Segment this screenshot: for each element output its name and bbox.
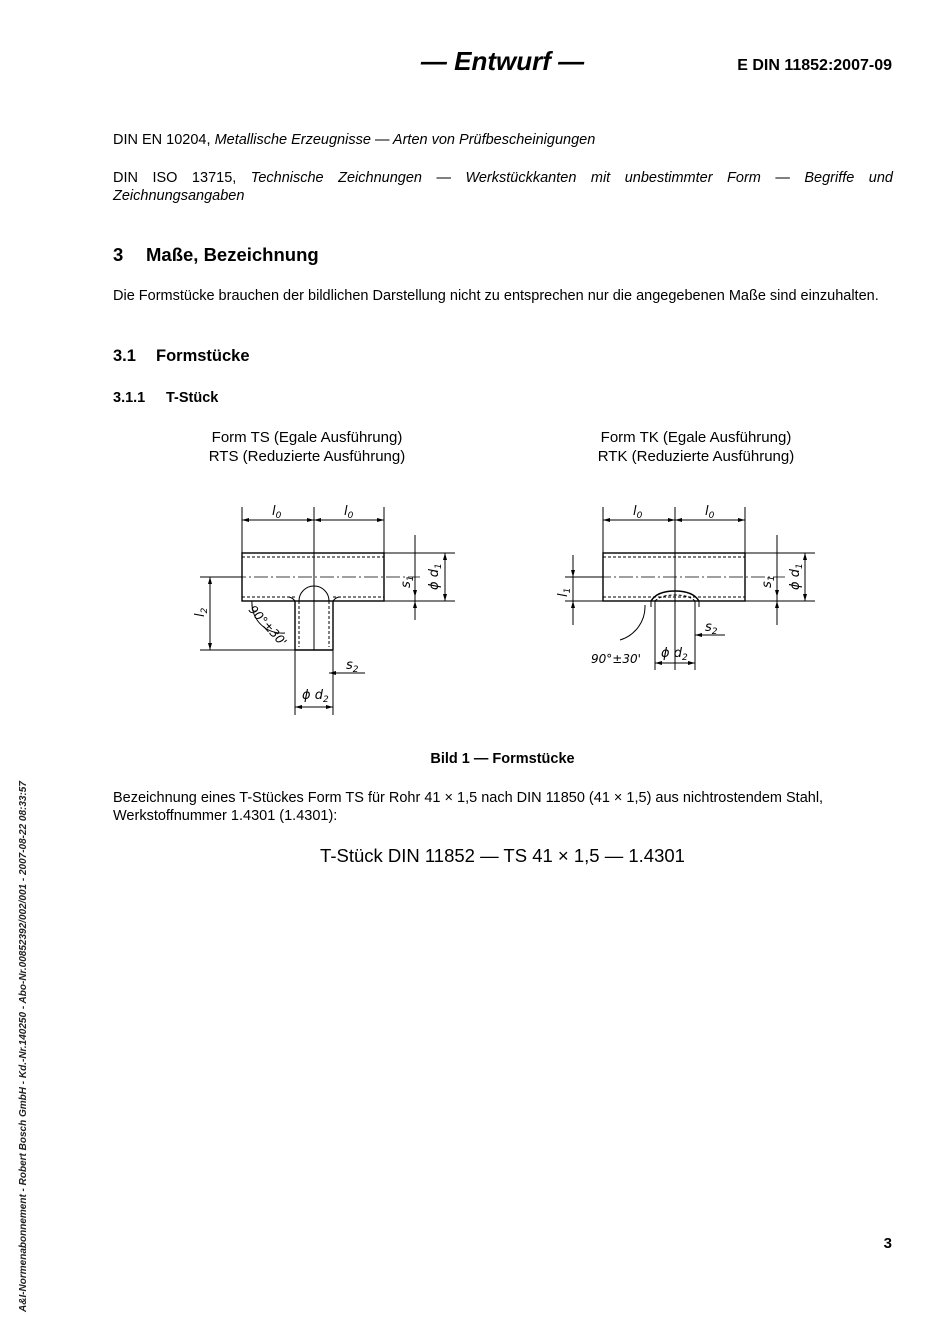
section-title: Formstücke bbox=[156, 347, 250, 365]
caption-line: Form TK (Egale Ausführung) bbox=[600, 429, 792, 446]
t-piece-ts-drawing bbox=[180, 495, 480, 725]
angle-arc bbox=[620, 605, 645, 640]
section-3-heading bbox=[113, 244, 319, 266]
label-d1: ϕ $d_1$ bbox=[788, 563, 805, 590]
label-angle: 90°±30' bbox=[245, 602, 290, 650]
section-number: 3 bbox=[113, 244, 124, 265]
label-l1: $l_1$ bbox=[556, 587, 573, 597]
figure-caption: Bild 1 — Formstücke bbox=[430, 751, 575, 767]
label-s1: $s_1$ bbox=[399, 575, 416, 588]
reference-code: DIN ISO 13715, bbox=[113, 170, 237, 186]
reference-item bbox=[113, 131, 893, 149]
label-angle: 90°±30' bbox=[591, 652, 641, 666]
label-d2: ϕ $d_2$ bbox=[661, 646, 688, 663]
draft-label: — Entwurf — bbox=[420, 46, 585, 76]
reference-code: DIN EN 10204, bbox=[113, 132, 211, 148]
section-number: 3.1.1 bbox=[113, 390, 146, 406]
caption-line: RTS (Reduzierte Ausführung) bbox=[208, 448, 406, 465]
label-s2: $s_2$ bbox=[346, 658, 359, 675]
caption-line: Form TS (Egale Ausführung) bbox=[211, 429, 403, 446]
label-l0: $l_0$ bbox=[705, 504, 715, 521]
section-title: T-Stück bbox=[166, 390, 219, 406]
designation-text: Bezeichnung eines T-Stückes Form TS für Rohr 41 × 1,5 nach DIN 11850 (41 × 1,5) aus nichtrostendem Stahl, Werkstoffnummer 1.4301 (1.4301): bbox=[113, 790, 824, 824]
label-l0: $l_0$ bbox=[633, 504, 643, 521]
t-piece-tk-drawing bbox=[545, 495, 835, 685]
label-d1: ϕ $d_1$ bbox=[427, 563, 444, 590]
reference-title: Metallische Erzeugnisse — Arten von Prüfbescheinigungen bbox=[214, 132, 596, 148]
designation-example: T-Stück DIN 11852 — TS 41 × 1,5 — 1.4301 bbox=[320, 845, 685, 866]
label-s2: $s_2$ bbox=[705, 620, 718, 637]
document-number: E DIN 11852:2007-09 bbox=[737, 57, 892, 74]
label-l0: $l_0$ bbox=[272, 504, 282, 521]
reference-item bbox=[113, 169, 893, 205]
form-tk-caption bbox=[536, 428, 856, 466]
label-s1: $s_1$ bbox=[760, 575, 777, 588]
caption-line: RTK (Reduzierte Ausführung) bbox=[597, 448, 795, 465]
section-3-paragraph: Die Formstücke brauchen der bildlichen Darstellung nicht zu entsprechen nur die angegebenen Maße sind einzuhalten. bbox=[113, 288, 879, 304]
page-number: 3 bbox=[883, 1235, 892, 1252]
section-number: 3.1 bbox=[113, 347, 136, 365]
form-ts-caption bbox=[147, 428, 467, 466]
label-l2: $l_2$ bbox=[193, 607, 210, 617]
section-3-1-1-heading bbox=[113, 390, 218, 406]
reference-title: Technische Zeichnungen — Werkstückkanten mit unbestimmter Form — Begriffe und Zeichnungsangaben bbox=[113, 170, 893, 204]
section-3-1-heading bbox=[113, 347, 250, 366]
label-l0: $l_0$ bbox=[344, 504, 354, 521]
label-d2: ϕ $d_2$ bbox=[302, 688, 329, 705]
section-title: Maße, Bezeichnung bbox=[146, 244, 319, 265]
license-sidebar: A&I-Normenabonnement - Robert Bosch GmbH - Kd.-Nr.140250 - Abo-Nr.00852392/002/001 - 2007-08-22 08:33:57 bbox=[18, 781, 29, 1312]
